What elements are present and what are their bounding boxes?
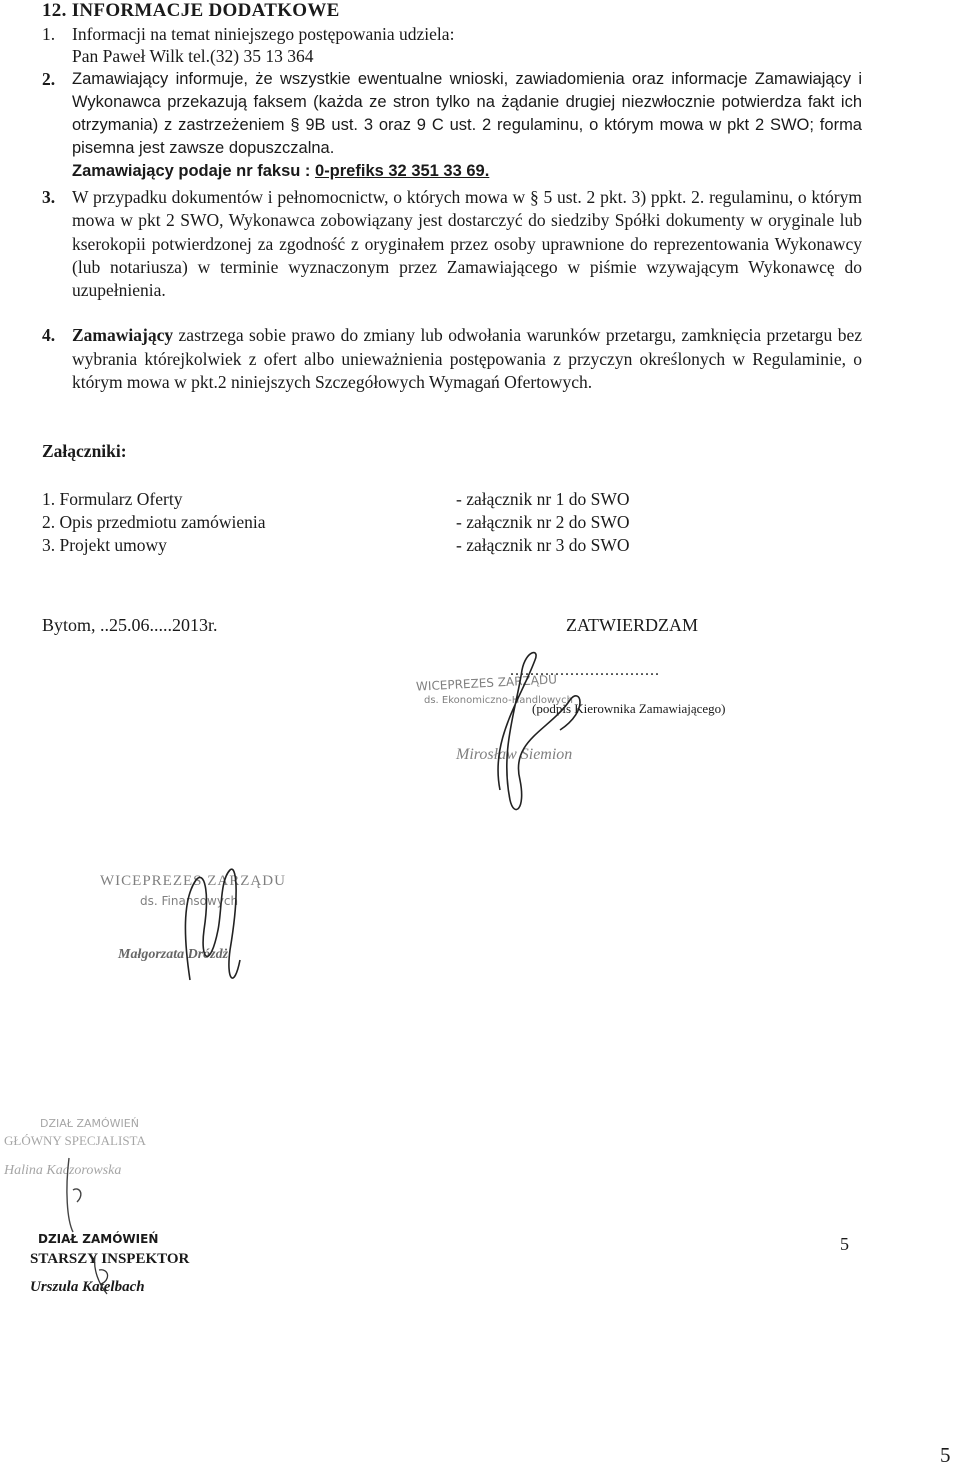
item-text: zastrzega sobie prawo do zmiany lub odwołania warunków przetargu, zamknięcia przetargu bez wybrania którejkolwiek z ofert albo unieważnienia postępowania z przyczyn określonych w Regulaminie, o którym mowa w pkt.2 niniejszych Szczegółowych Wymagań Ofertowych. [72,325,862,392]
attachment-ref: - załącznik nr 1 do SWO [456,489,630,509]
info-item-1 [42,23,862,67]
stamp-orders-name: Halina Kaczorowska [4,1163,122,1178]
page-number-outer: 5 [940,1443,951,1467]
signature-inspector-icon [85,1250,125,1300]
stamp-orders-title: DZIAŁ ZAMÓWIEŃ [40,1117,139,1130]
place-and-date: Bytom, ..25.06.....2013r. [42,615,218,635]
signature-director-icon [430,640,620,820]
signature-caption: (podpis Kierownika Zamawiającego) [532,701,726,716]
signature-line: .............................. [510,662,660,679]
contact-intro: Informacji na temat niniejszego postępowania udziela: [72,24,455,44]
attachments-title: Załączniki: [42,441,127,461]
item-body [72,68,862,183]
fax-label: Zamawiający podaje nr faksu : [72,162,316,180]
fax-notice-text: Zamawiający informuje, że wszystkie ewentualne wnioski, zawiadomienia oraz informacje Zamawiający i Wykonawca przekazują faksem (każda ze stron tylko na żądanie drugiej niezwłocznie potwierdza fakt ich otrzymania) z zastrzeżeniem § 9B ust. 3 oraz 9 C ust. 2 regulaminu, o którym mowa w pkt 2 SWO; forma pisemna jest zawsze dopuszczalna. [72,70,862,157]
stamp-vp-subtitle: ds. Finansowych [140,894,239,908]
fax-number: 0-prefiks 32 351 33 69. [315,162,490,180]
department-label: DZIAŁ ZAMÓWIEŃ [38,1232,159,1246]
attachment-name: 1. Formularz Oferty [42,489,183,509]
signatory-title: STARSZY INSPEKTOR [30,1251,190,1267]
signature-orders-icon [55,1150,115,1240]
approval-label: ZATWIERDZAM [566,615,698,635]
info-item-2 [42,68,862,183]
section-heading: 12. INFORMACJE DODATKOWE [42,0,340,21]
info-item-4 [42,324,862,395]
item-body [72,324,862,395]
item-number: 1. [42,24,56,44]
stamp-director-title: WICEPREZES ZARZĄDU [415,672,558,694]
stamp-director-subtitle: ds. Ekonomiczno-Handlowych [424,695,573,706]
stamp-director-name: Mirosław Siemion [456,746,573,763]
signatory-name: Urszula Katelbach [30,1279,145,1295]
attachment-ref: - załącznik nr 3 do SWO [456,535,630,555]
item-lead: Zamawiający [72,325,174,345]
stamp-vp-title: WICEPREZES ZARZĄDU [100,873,286,889]
stamp-orders-subtitle: GŁÓWNY SPECJALISTA [4,1133,146,1148]
stamp-vp-name: Małgorzata Drózdż [118,947,229,962]
item-body: W przypadku dokumentów i pełnomocnictw, o których mowa w § 5 ust. 2 pkt. 3) ppkt. 2. regulaminu, o którym mowa w pkt 2 SWO, Wykonawca zobowiązany jest dostarczyć do siedziby Spółki dokumenty w oryginale lub kserokopii potwierdzonej za zgodność z oryginałem przez osoby uprawnione do reprezentowania Wykonawcy (lub notariusza) w terminie wyznaczonym przez Zamawiającego w piśmie wzywającym Wykonawcę do uzupełnienia. [72,187,862,301]
attachment-ref: - załącznik nr 2 do SWO [456,512,630,532]
attachment-row [42,534,682,556]
attachment-name: 2. Opis przedmiotu zamówienia [42,512,266,532]
attachment-row [42,488,682,510]
item-body [72,23,862,67]
contact-person: Pan Paweł Wilk tel.(32) 35 13 364 [72,46,314,66]
item-number: 3. [42,187,56,207]
attachment-row [42,511,682,533]
info-item-3 [42,186,862,302]
item-number: 2. [42,69,56,89]
page-number: 5 [840,1234,849,1254]
signature-vp-icon [160,850,270,1000]
item-number: 4. [42,325,56,345]
attachment-name: 3. Projekt umowy [42,535,167,555]
